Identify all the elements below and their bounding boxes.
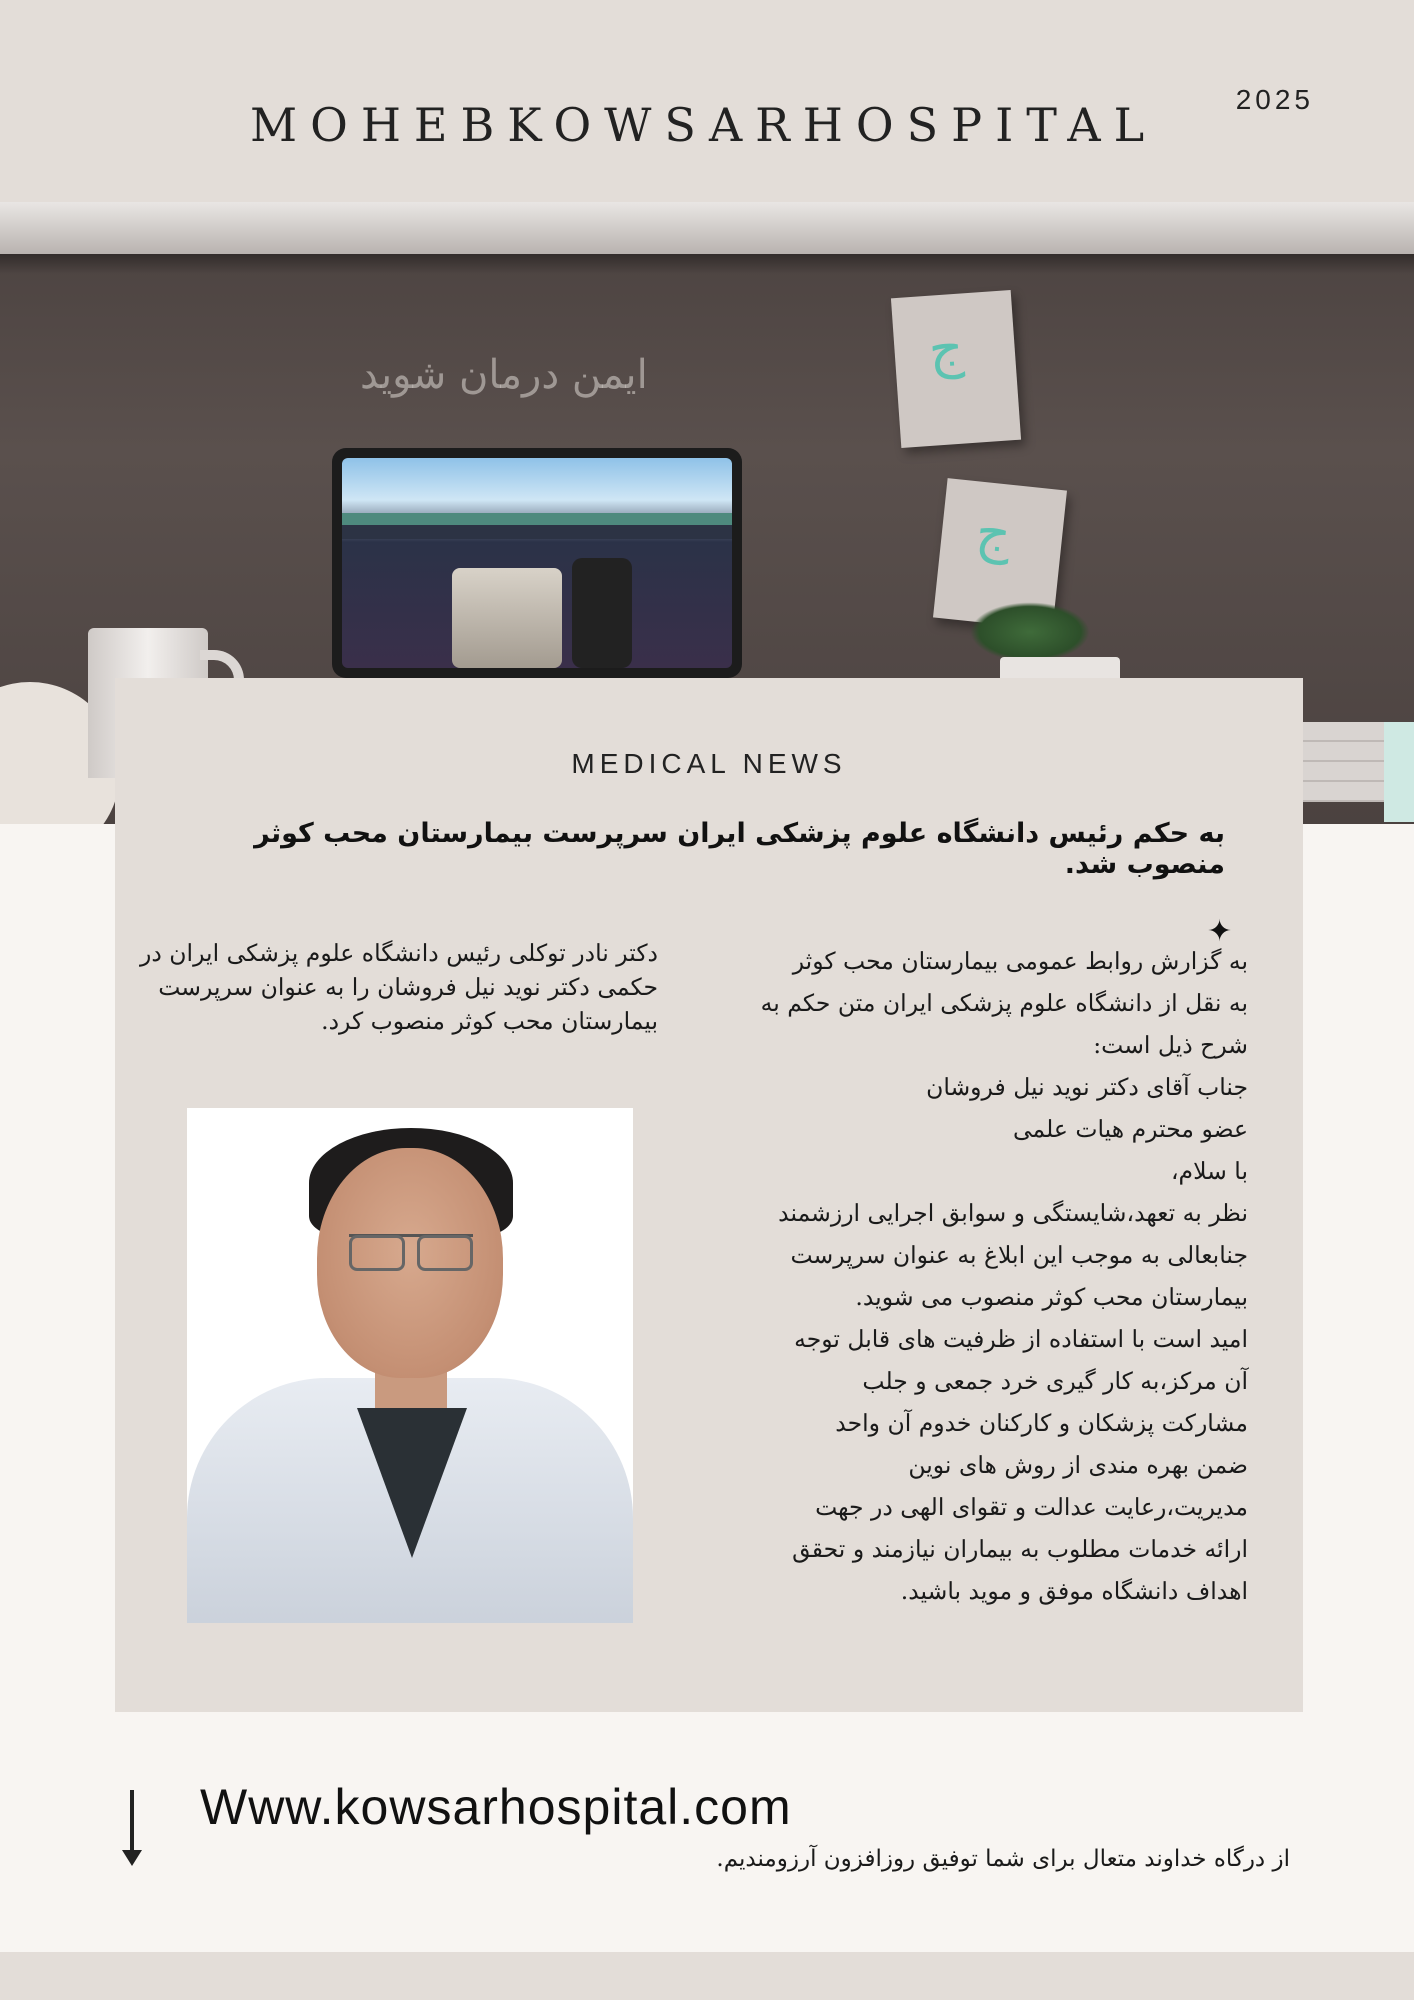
- side-object: [1384, 722, 1414, 822]
- website-link[interactable]: Www.kowsarhospital.com: [200, 1779, 792, 1835]
- screen-banner-bar: [342, 525, 732, 539]
- plant: [970, 602, 1090, 662]
- brand-title: MOHEBKOWSARHOSPITAL: [250, 98, 1158, 152]
- article-headline: به حکم رئیس دانشگاه علوم پزشکی ایران سرپرست بیمارستان محب کوثر منصوب شد.: [254, 818, 1225, 880]
- body-line: ضمن بهره مندی از روش های نوین: [908, 1451, 1248, 1479]
- screen-nav-bar: [342, 513, 732, 525]
- section-kicker: MEDICAL NEWS: [571, 748, 847, 779]
- body-line: با سلام،: [1170, 1157, 1248, 1185]
- shelf: [0, 202, 1414, 254]
- body-line: آن مرکز،به کار گیری خرد جمعی و جلب: [862, 1367, 1248, 1395]
- hospital-logo-icon: ج: [926, 315, 966, 381]
- logo-frame-top: [891, 290, 1021, 448]
- hospital-logo-icon: ج: [972, 499, 1015, 566]
- article-body: [703, 940, 1248, 1612]
- body-line: مشارکت پزشکان و کارکنان خدوم آن واحد: [835, 1409, 1248, 1437]
- body-line: عضو محترم هیات علمی: [1012, 1115, 1248, 1143]
- doctor-portrait: [187, 1108, 633, 1623]
- body-line: مدیریت،رعایت عدالت و تقوای الهی در جهت: [815, 1493, 1248, 1521]
- body-line: بیمارستان محب کوثر منصوب می شوید.: [855, 1283, 1248, 1311]
- sparkle-icon: ✦: [1207, 914, 1233, 949]
- body-line: به گزارش روابط عمومی بیمارستان محب کوثر: [792, 947, 1248, 975]
- body-line: جناب آقای دکتر نوید نیل فروشان: [926, 1073, 1248, 1101]
- laptop-screen: [342, 458, 732, 668]
- body-line: جنابعالی به موجب این ابلاغ به عنوان سرپرست: [790, 1241, 1248, 1269]
- shelf-shadow: [0, 254, 1414, 274]
- article-intro: دکتر نادر توکلی رئیس دانشگاه علوم پزشکی ایران در حکمی دکتر نوید نیل فروشان را به عنوان سرپرست بیمارستان محب کوثر منصوب کرد.: [140, 939, 658, 1035]
- portrait-glasses: [349, 1234, 473, 1271]
- wall-slogan: ایمن درمان شوید: [360, 352, 648, 398]
- header: [0, 0, 1414, 202]
- arrow-head-icon: [122, 1850, 142, 1866]
- phone-graphic: [572, 558, 632, 668]
- year-label: 2025: [1235, 84, 1314, 115]
- laptop: [332, 448, 742, 678]
- body-line: به نقل از دانشگاه علوم پزشکی ایران متن حکم به: [760, 989, 1248, 1017]
- footer-band: [0, 1952, 1414, 2000]
- body-line: امید است با استفاده از ظرفیت های قابل توجه: [794, 1325, 1248, 1353]
- news-card: [115, 678, 1303, 1712]
- body-line: اهداف دانشگاه موفق و موید باشید.: [900, 1577, 1248, 1605]
- body-line: شرح ذیل است:: [1093, 1031, 1248, 1059]
- body-line: نظر به تعهد،شایستگی و سوابق اجرایی ارزشمند: [778, 1199, 1248, 1227]
- closing-message: از درگاه خداوند متعال برای شما توفیق روزافزون آرزومندیم.: [716, 1846, 1290, 1872]
- body-line: ارائه خدمات مطلوب به بیماران نیازمند و تحقق: [792, 1535, 1248, 1563]
- building-graphic: [452, 568, 562, 668]
